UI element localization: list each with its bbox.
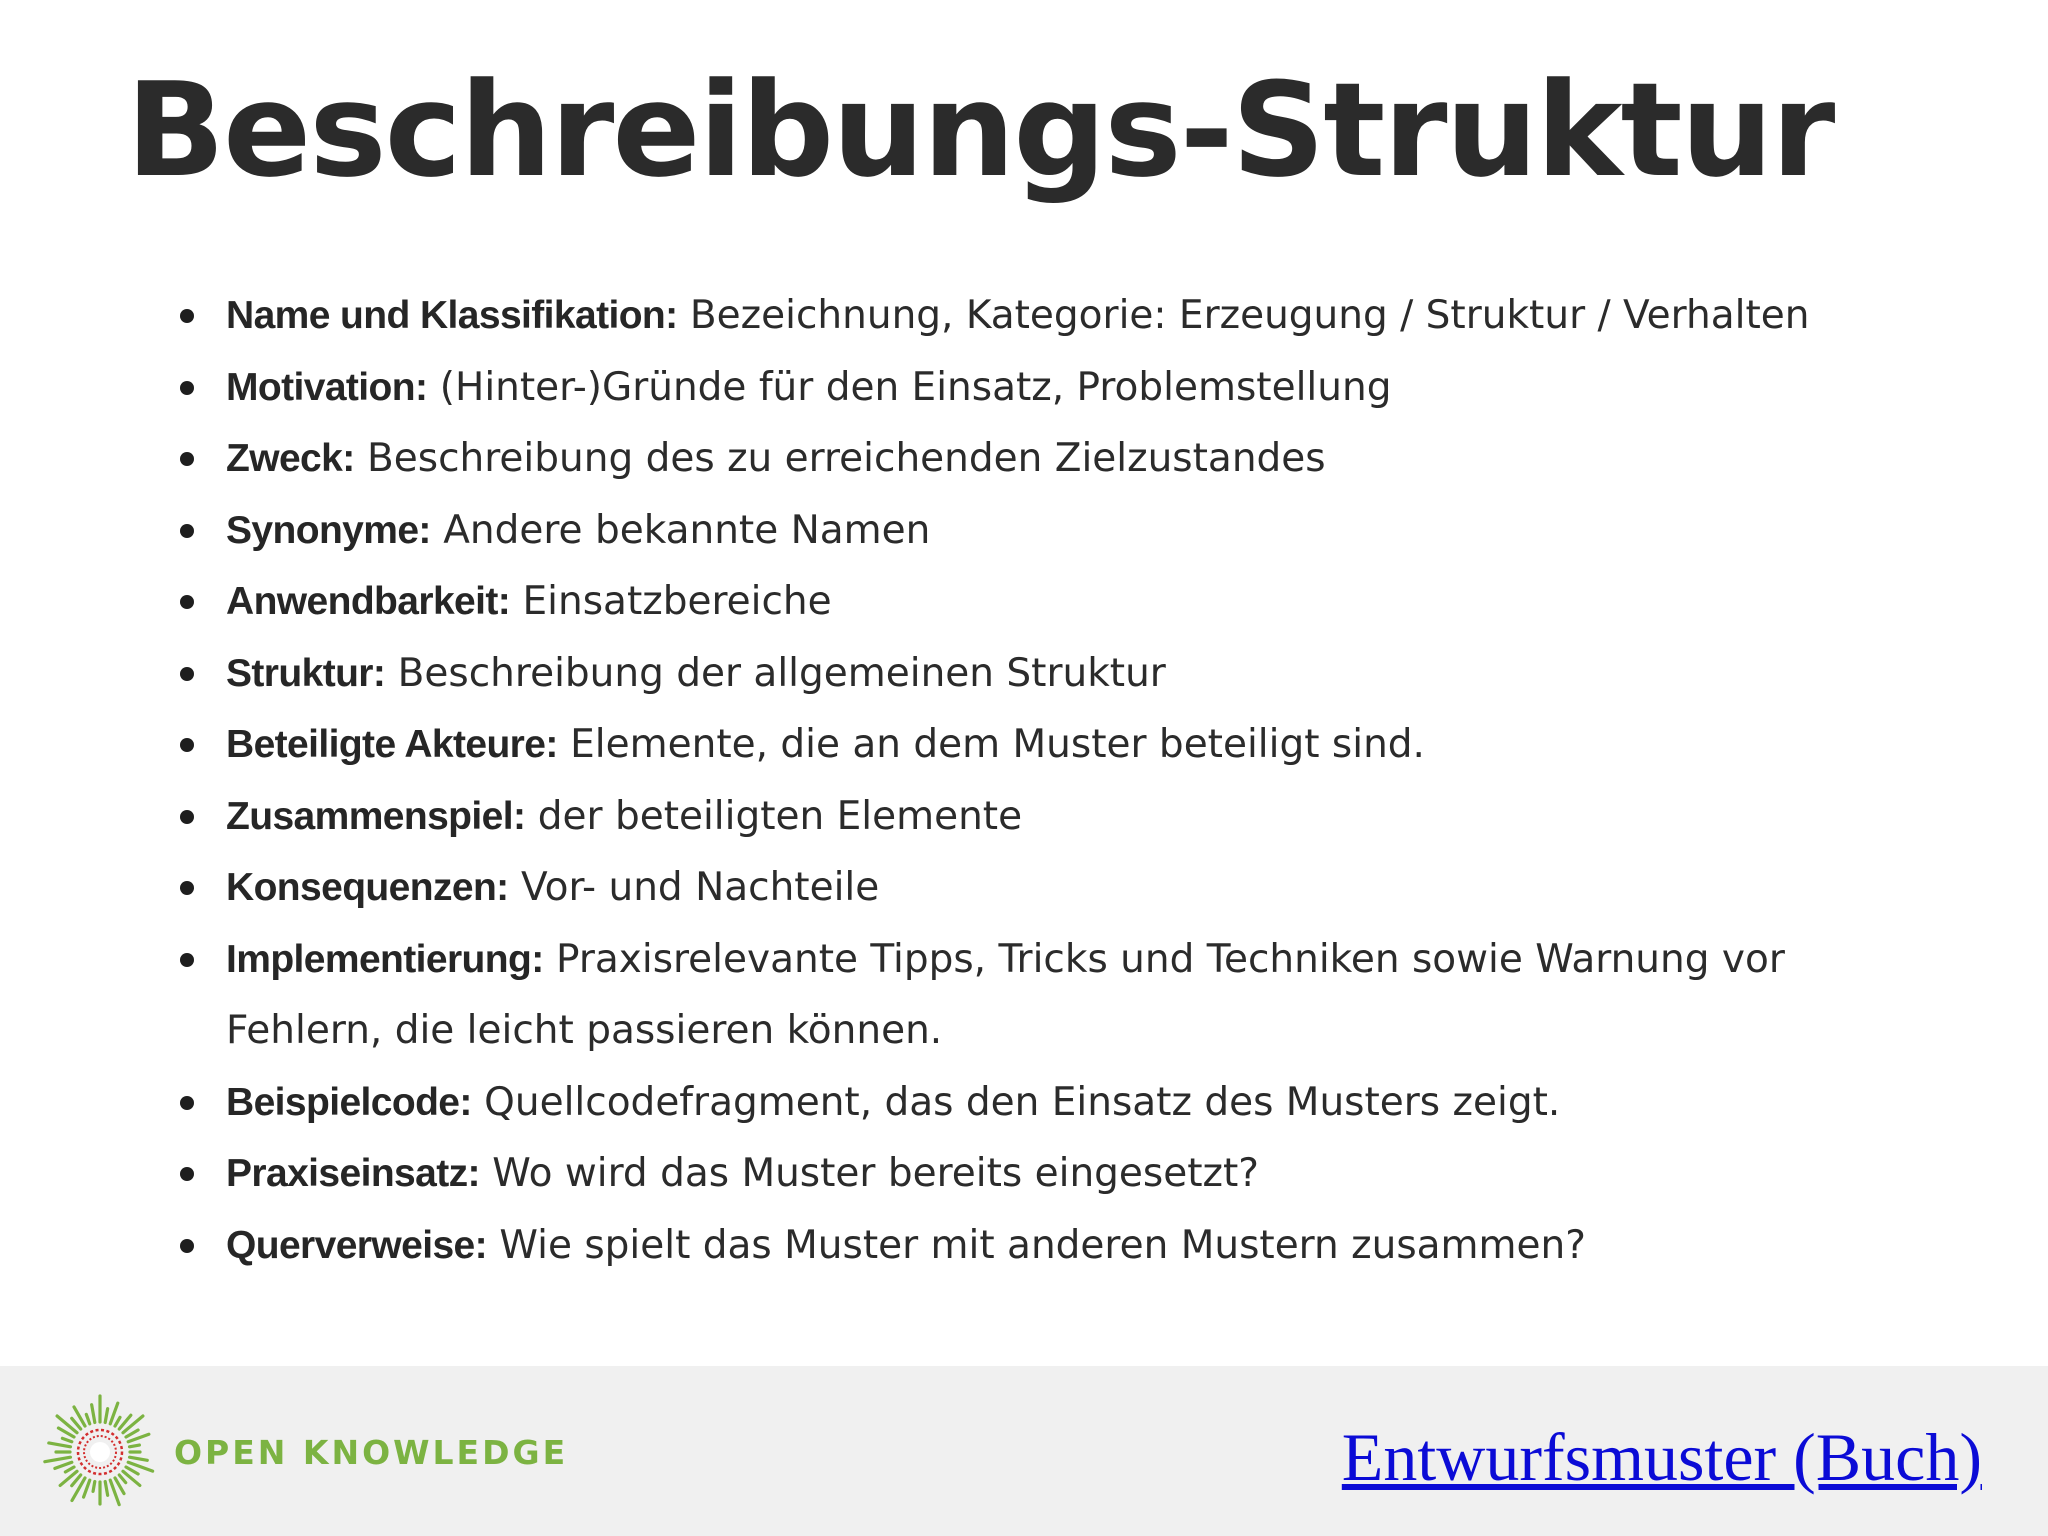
logo-ray — [84, 1480, 90, 1497]
item-description: Beschreibung des zu erreichenden Zielzustandes — [354, 436, 1326, 481]
item-description: Einsatzbereiche — [510, 579, 832, 624]
item-description: der beteiligten Elemente — [525, 793, 1023, 839]
list-item — [178, 280, 1858, 352]
bullet-icon — [180, 309, 194, 323]
slide-title: Beschreibungs-Struktur — [126, 54, 1834, 206]
logo-ray — [65, 1467, 74, 1472]
item-term: Beteiligte Akteure: — [226, 723, 558, 766]
item-term: Synonyme: — [226, 508, 431, 552]
bullet-icon — [180, 452, 194, 466]
item-description: Vor- und Nachteile — [508, 865, 880, 910]
item-term: Name und Klassifikation: — [226, 294, 678, 337]
bullet-icon — [180, 953, 194, 967]
item-term: Struktur: — [226, 651, 386, 695]
list-item — [178, 852, 1858, 924]
item-description: Beschreibung der allgemeinen Struktur — [385, 650, 1166, 696]
item-description: Bezeichnung, Kategorie: Erzeugung / Struktur / Verhalten — [677, 293, 1810, 338]
item-term: Anwendbarkeit: — [226, 580, 511, 623]
logo-ray — [130, 1457, 148, 1460]
list-item — [178, 709, 1858, 781]
item-description: Wo wird das Muster bereits eingesetzt? — [479, 1151, 1259, 1196]
list-item — [178, 1210, 1858, 1282]
list-item — [178, 638, 1858, 710]
list-item — [178, 423, 1858, 495]
logo-ray — [93, 1482, 95, 1492]
list-item — [178, 924, 1858, 1067]
item-description: Quellcodefragment, das den Einsatz des Musters zeigt. — [471, 1079, 1561, 1125]
item-term: Querverweise: — [226, 1223, 488, 1267]
open-knowledge-sunburst-icon — [40, 1392, 160, 1512]
item-term: Beispielcode: — [226, 1080, 472, 1124]
item-description: Praxisrelevante Tipps, Tricks und Techniken sowie Warnung vor Fehlern, die leicht passieren können. — [226, 936, 1785, 1053]
item-term: Konsequenzen: — [226, 866, 509, 909]
list-item — [178, 495, 1858, 567]
logo-ray — [126, 1467, 138, 1474]
book-link[interactable]: Entwurfsmuster (Buch) — [1341, 1419, 1982, 1495]
item-term: Zusammenspiel: — [226, 794, 526, 838]
bullet-icon — [180, 810, 194, 824]
logo-ray — [105, 1409, 107, 1423]
list-item — [178, 566, 1858, 638]
logo-ray — [55, 1462, 72, 1468]
bullet-icon — [180, 381, 194, 395]
logo-ray — [62, 1438, 71, 1441]
bullet-icon — [180, 595, 194, 609]
bullet-icon — [180, 738, 194, 752]
logo-ray — [119, 1475, 125, 1483]
logo-ray — [123, 1416, 143, 1433]
open-knowledge-logo — [40, 1392, 568, 1512]
structure-list — [178, 280, 1858, 1281]
logo-ray — [115, 1417, 120, 1426]
list-item — [178, 1138, 1858, 1210]
logo-ray — [130, 1445, 140, 1447]
item-term: Zweck: — [226, 437, 355, 480]
logo-ray — [126, 1430, 138, 1437]
bullet-icon — [180, 1167, 194, 1181]
list-item — [178, 352, 1858, 424]
bullet-icon — [180, 667, 194, 681]
logo-ray — [45, 1457, 71, 1462]
item-description: Wie spielt das Muster mit anderen Mustern zusammen? — [487, 1222, 1586, 1268]
list-item — [178, 1067, 1858, 1139]
logo-ray — [49, 1443, 71, 1447]
logo-ray — [92, 1405, 95, 1423]
item-term: Motivation: — [226, 365, 428, 409]
item-description: (Hinter-)Gründe für den Einsatz, Problemstellung — [427, 364, 1392, 410]
footer-bar — [0, 1366, 2048, 1536]
item-description: Andere bekannte Namen — [430, 507, 931, 553]
bullet-icon — [180, 881, 194, 895]
bullet-icon — [180, 524, 194, 538]
list-item — [178, 781, 1858, 853]
item-term: Praxiseinsatz: — [226, 1152, 480, 1195]
item-description: Elemente, die an dem Muster beteiligt sind. — [557, 722, 1425, 767]
item-term: Implementierung: — [226, 937, 544, 981]
logo-ray — [86, 1414, 89, 1423]
bullet-icon — [180, 1239, 194, 1253]
bullet-icon — [180, 1096, 194, 1110]
logo-ray — [105, 1482, 107, 1496]
logo-wordmark: OPEN KNOWLEDGE — [174, 1432, 569, 1472]
